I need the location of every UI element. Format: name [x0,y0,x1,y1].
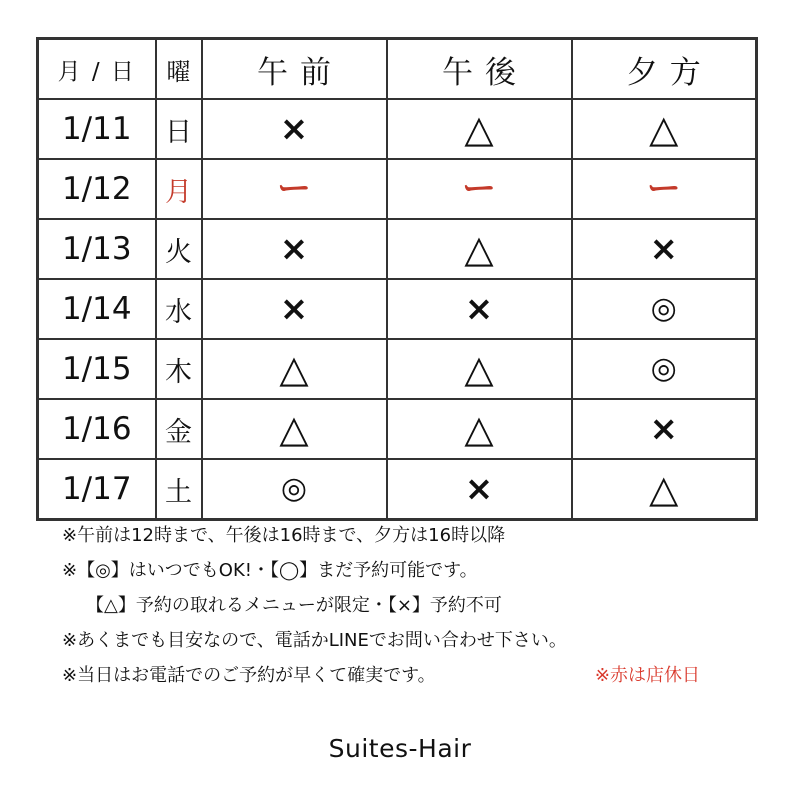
header-evening: 夕方 [572,39,757,100]
schedule-body [38,99,757,520]
table-row [38,219,757,279]
slot-afternoon-mark: △ [387,99,572,159]
header-date: 月 / 日 [38,39,156,100]
header-afternoon: 午後 [387,39,572,100]
slot-morning-mark: △ [202,339,387,399]
slot-evening-mark: × [572,219,757,279]
slot-morning-mark: × [202,279,387,339]
header-morning: 午前 [202,39,387,100]
row-day: 水 [156,279,202,339]
table-row [38,459,757,520]
notes [62,518,762,693]
slot-afternoon-mark: ー [387,159,572,219]
row-date: 1/12 [38,159,156,219]
note-contact: ※あくまでも目安なので、電話かLINEでお問い合わせ下さい。 [62,629,567,651]
slot-afternoon-mark: △ [387,399,572,459]
slot-morning-mark: ◎ [202,459,387,520]
table-row [38,159,757,219]
row-date: 1/16 [38,399,156,459]
note-hours: ※午前は12時まで、午後は16時まで、夕方は16時以降 [62,524,506,546]
note-legend-limited: 【△】予約の取れるメニューが限定・【×】予約不可 [86,594,502,616]
slot-evening-mark: △ [572,459,757,520]
table-row [38,279,757,339]
table-row [38,99,757,159]
brand-name: Suites-Hair [328,734,472,763]
note-same-day [62,658,762,693]
header-row [38,39,757,100]
row-date: 1/11 [38,99,156,159]
slot-morning-mark: △ [202,399,387,459]
row-day: 月 [156,159,202,219]
slot-afternoon-mark: × [387,279,572,339]
slot-afternoon-mark: × [387,459,572,520]
slot-morning-mark: ー [202,159,387,219]
row-date: 1/14 [38,279,156,339]
slot-evening-mark: △ [572,99,757,159]
row-date: 1/15 [38,339,156,399]
table-row [38,399,757,459]
row-day: 土 [156,459,202,520]
note-closed-day: ※赤は店休日 [594,664,700,686]
row-day: 金 [156,399,202,459]
slot-evening-mark: ◎ [572,279,757,339]
row-date: 1/13 [38,219,156,279]
schedule-table [36,37,758,521]
row-day: 火 [156,219,202,279]
slot-evening-mark: ー [572,159,757,219]
row-day: 日 [156,99,202,159]
slot-afternoon-mark: △ [387,219,572,279]
note-same-day-text: ※当日はお電話でのご予約が早くて確実です。 [62,664,436,686]
row-date: 1/17 [38,459,156,520]
header-day: 曜 [156,39,202,100]
slot-morning-mark: × [202,219,387,279]
row-day: 木 [156,339,202,399]
table-row [38,339,757,399]
slot-morning-mark: × [202,99,387,159]
slot-evening-mark: ◎ [572,339,757,399]
slot-evening-mark: × [572,399,757,459]
note-legend-available: ※【◎】はいつでもOK!・【◯】まだ予約可能です。 [62,559,478,581]
slot-afternoon-mark: △ [387,339,572,399]
